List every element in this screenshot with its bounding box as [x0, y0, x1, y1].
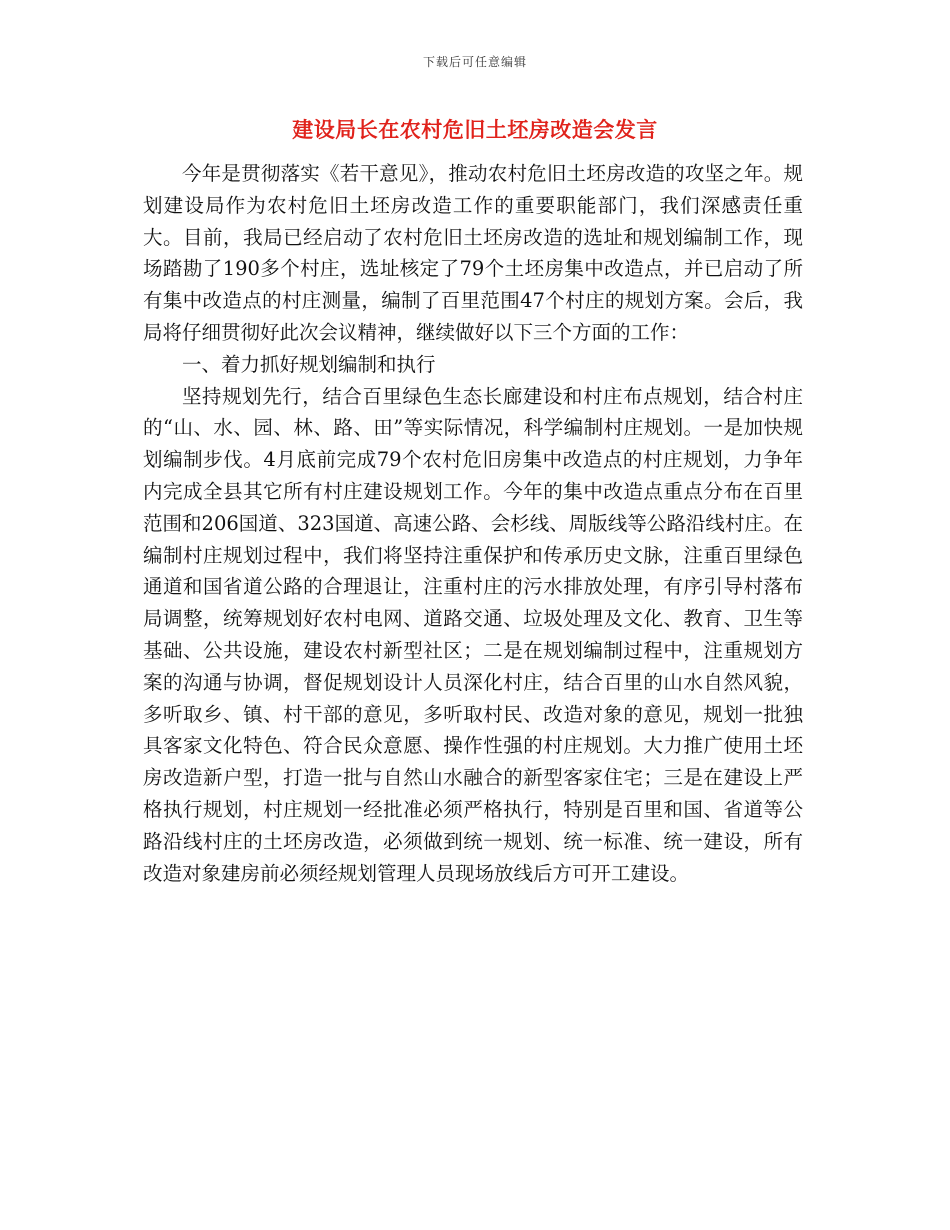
paragraph-section-1: 坚持规划先行，结合百里绿色生态长廊建设和村庄布点规划，结合村庄的“山、水、园、林、路、田”等实际情况，科学编制村庄规划。一是加快规划编制步伐。4月底前完成79个农村危旧房集中改造点的村庄规划，力争年内完成全县其它所有村庄建设规划工作。今年的集中改造点重点分布在百里范围和206国道、323国道、高速公路、会杉线、周版线等公路沿线村庄。在编制村庄规划过程中，我们将坚持注重保护和传承历史文脉，注重百里绿色通道和国省道公路的合理退让，注重村庄的污水排放处理，有序引导村落布局调整，统筹规划好农村电网、道路交通、垃圾处理及文化、教育、卫生等基础、公共设施，建设农村新型社区；二是在规划编制过程中，注重规划方案的沟通与协调，督促规划设计人员深化村庄，结合百里的山水自然风貌，多听取乡、镇、村干部的意见，多听取村民、改造对象的意见，规划一批独具客家文化特色、符合民众意愿、操作性强的村庄规划。大力推广使用土坯房改造新户型，打造一批与自然山水融合的新型客家住宅；三是在建设上严格执行规划，村庄规划一经批准必须严格执行，特别是百里和国、省道等公路沿线村庄的土坯房改造，必须做到统一规划、统一标准、统一建设，所有改造对象建房前必须经规划管理人员现场放线后方可开工建设。 [143, 384, 803, 885]
header-note: 下载后可任意编辑 [422, 55, 527, 69]
paragraph-intro: 今年是贯彻落实《若干意见》，推动农村危旧土坯房改造的攻坚之年。规划建设局作为农村危旧土坯房改造工作的重要职能部门，我们深感责任重大。目前，我局已经启动了农村危旧土坯房改造的选址和规划编制工作，现场踏勘了190多个村庄，选址核定了79个土坯房集中改造点，并已启动了所有集中改造点的村庄测量，编制了百里范围47个村庄的规划方案。会后，我局将仔细贯彻好此次会议精神，继续做好以下三个方面的工作： [143, 162, 803, 344]
document-title: 建设局长在农村危旧土坯房改造会发言 [292, 117, 658, 142]
document-body [143, 158, 803, 889]
section-heading-1: 一、着力抓好规划编制和执行 [182, 352, 436, 376]
